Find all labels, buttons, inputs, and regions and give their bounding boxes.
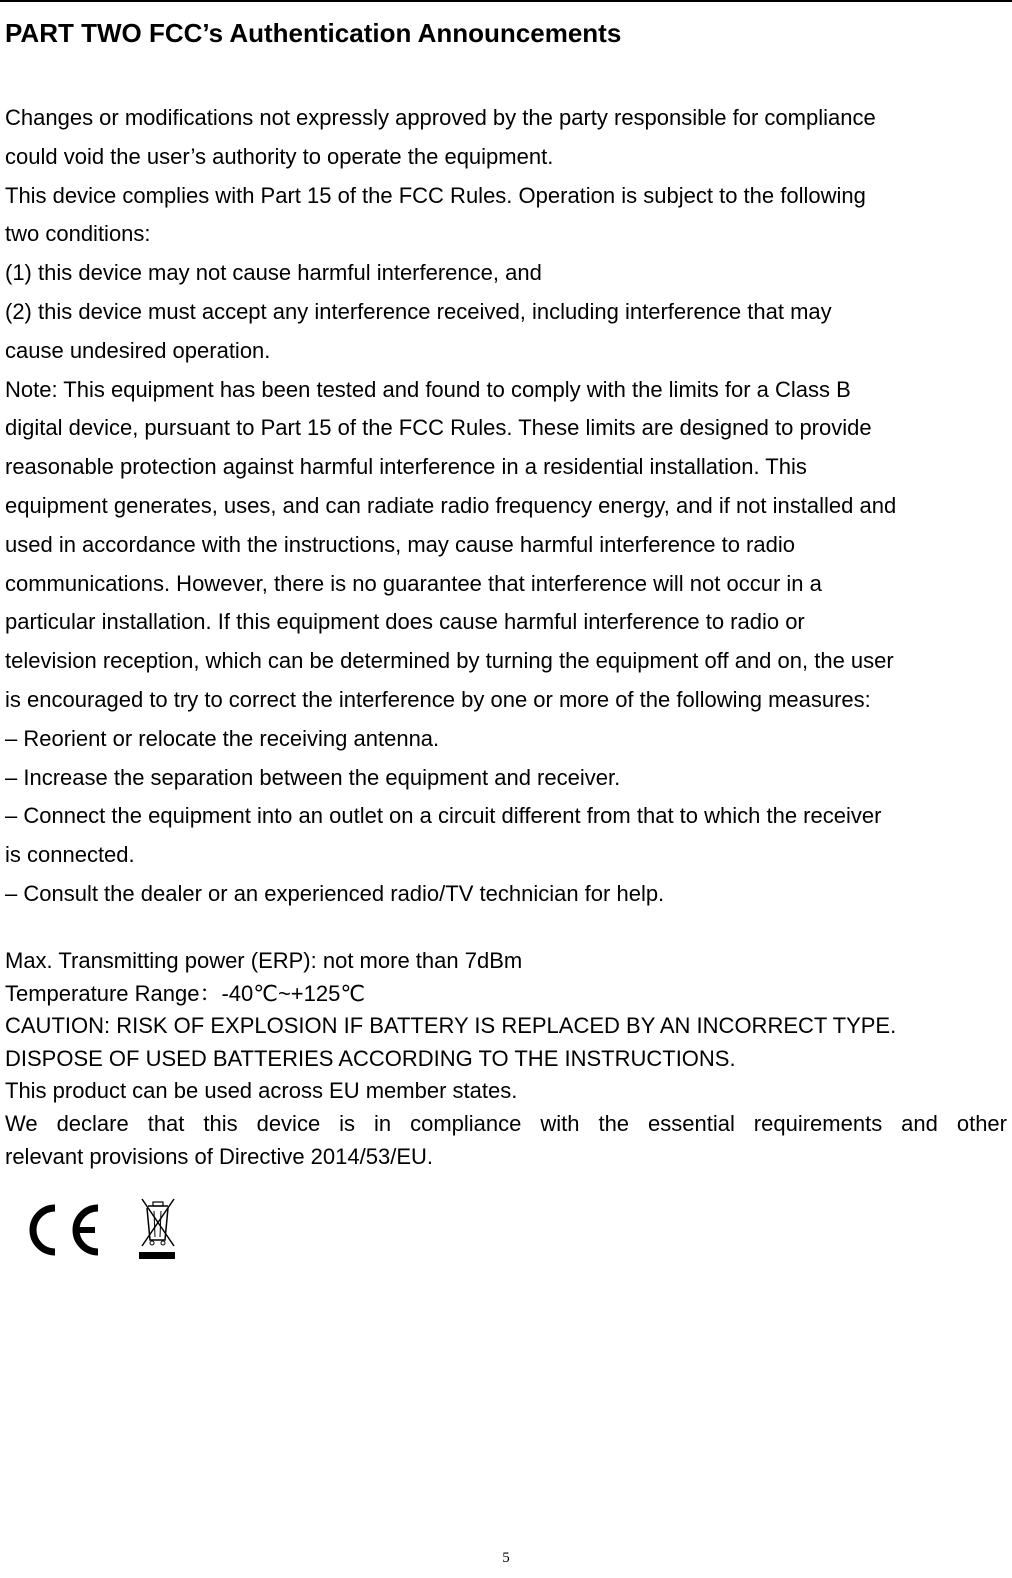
body-line: two conditions: <box>5 221 151 247</box>
specifications <box>5 945 1007 1173</box>
max-power-spec: Max. Transmitting power (ERP): not more than 7dBm <box>5 948 523 973</box>
body-line: Changes or modifications not expressly approved by the party responsible for compliance <box>5 105 876 130</box>
body-line: (2) this device must accept any interference received, including interference that may <box>5 298 832 324</box>
declaration-line: relevant provisions of Directive 2014/53/EU. <box>5 1143 433 1169</box>
body-line: communications. However, there is no guarantee that interference will not occur in a <box>5 570 822 596</box>
measure-reorient: – Reorient or relocate the receiving antenna. <box>5 725 440 751</box>
body-line: is encouraged to try to correct the interference by one or more of the following measures: <box>5 686 871 712</box>
body-line: particular installation. If this equipment does cause harmful interference to radio or <box>5 609 805 635</box>
battery-caution: CAUTION: RISK OF EXPLOSION IF BATTERY IS REPLACED BY AN INCORRECT TYPE. <box>5 1013 897 1039</box>
declaration-line: We declare that this device is in compliance with the essential requirements and other <box>5 1110 1007 1136</box>
eu-usage-note: This product can be used across EU member states. <box>5 1078 518 1104</box>
body-line: This device complies with Part 15 of the FCC Rules. Operation is subject to the following <box>5 182 866 208</box>
body-line: equipment generates, uses, and can radiate radio frequency energy, and if not installed and <box>5 492 897 518</box>
temperature-range-spec: Temperature Range：-40℃~+125℃ <box>5 980 366 1006</box>
body-line: digital device, pursuant to Part 15 of the FCC Rules. These limits are designed to provide <box>5 415 872 441</box>
top-rule <box>0 0 1012 2</box>
body-line: (1) this device may not cause harmful interference, and <box>5 260 542 286</box>
body-line: television reception, which can be determined by turning the equipment off and on, the user <box>5 648 894 674</box>
page-title: PART TWO FCC’s Authentication Announcements <box>5 18 622 48</box>
measure-consult: – Consult the dealer or an experienced radio/TV technician for help. <box>5 880 665 906</box>
measure-outlet-cont: is connected. <box>5 842 135 868</box>
ce-mark-icon <box>22 1204 102 1256</box>
body-line: Note: This equipment has been tested and found to comply with the limits for a Class B <box>5 376 851 402</box>
body-line: cause undesired operation. <box>5 337 271 363</box>
fcc-statement <box>5 99 1007 914</box>
page-number: 5 <box>502 1550 510 1566</box>
body-line: could void the user’s authority to operate the equipment. <box>5 143 554 169</box>
battery-dispose: DISPOSE OF USED BATTERIES ACCORDING TO THE INSTRUCTIONS. <box>5 1045 736 1071</box>
compliance-marks <box>22 1196 192 1266</box>
measure-separation: – Increase the separation between the equipment and receiver. <box>5 764 621 790</box>
body-line: reasonable protection against harmful interference in a residential installation. This <box>5 454 807 480</box>
body-line: used in accordance with the instructions, may cause harmful interference to radio <box>5 531 795 557</box>
measure-outlet: – Connect the equipment into an outlet on a circuit different from that to which the receiver <box>5 803 882 829</box>
weee-crossed-bin-icon <box>134 1196 180 1262</box>
